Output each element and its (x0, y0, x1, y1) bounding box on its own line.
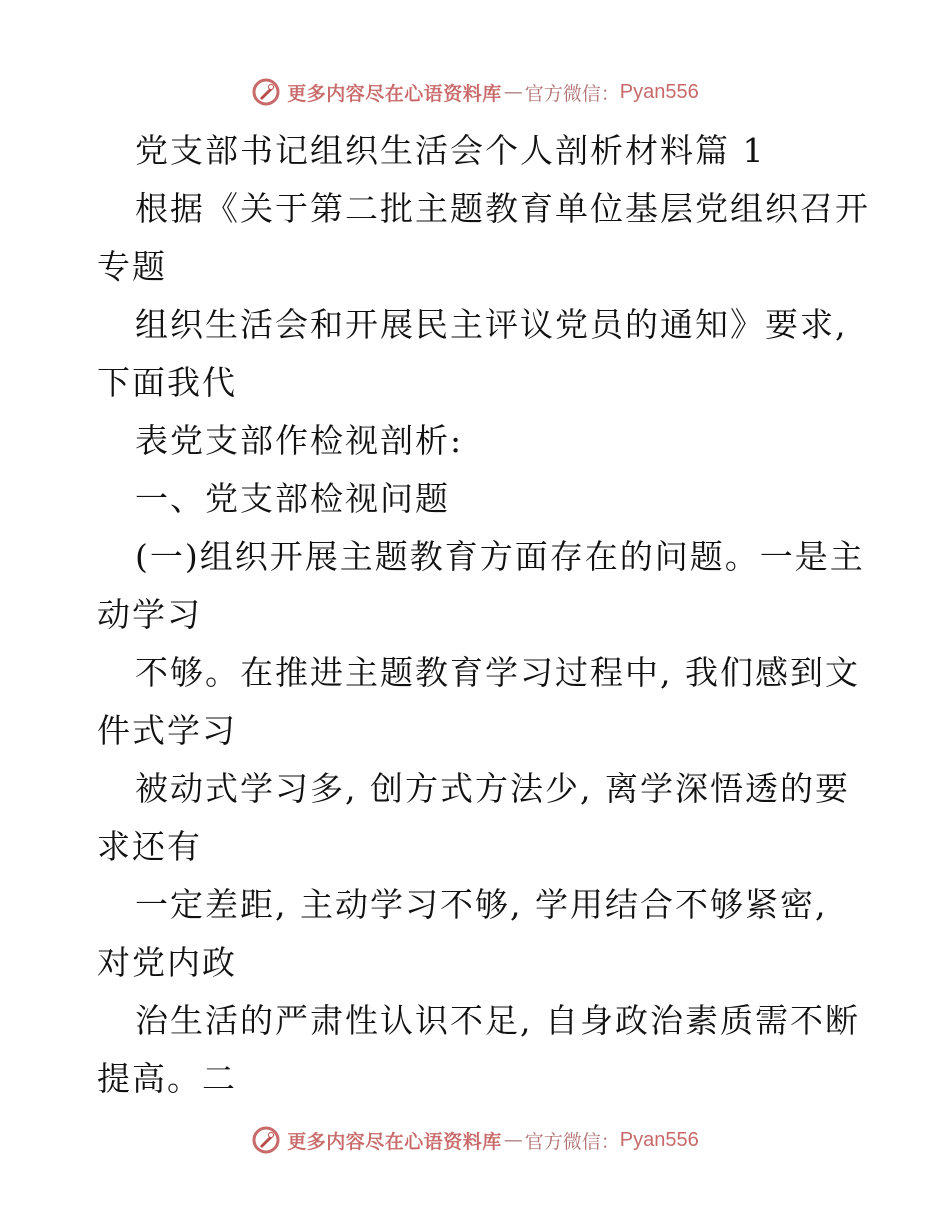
header-slogan: 更多内容尽在心语资料库 (287, 82, 502, 105)
paragraph-line: 表党支部作检视剖析: (135, 421, 464, 460)
paragraph-line: 一定差距, 主动学习不够, 学用结合不够紧密, (135, 885, 828, 924)
footer-wechat-label: 官方微信： (524, 1130, 620, 1153)
paragraph-line: 治生活的严肃性认识不足, 自身政治素质需不断 (135, 1001, 860, 1040)
pen-logo-icon (251, 1125, 281, 1155)
section-heading: 一、党支部检视问题 (135, 479, 450, 518)
paragraph-line: 求还有 (97, 827, 202, 866)
header-banner (0, 72, 950, 112)
header-wechat-label: 官方微信： (524, 82, 620, 105)
paragraph-line: 专题 (97, 247, 167, 286)
paragraph-line: (一)组织开展主题教育方面存在的问题。一是主 (135, 537, 865, 576)
footer-wechat-id: Pyan556 (619, 1128, 699, 1151)
paragraph-line: 对党内政 (97, 943, 237, 982)
paragraph-line: 下面我代 (97, 363, 237, 402)
document-title: 党支部书记组织生活会个人剖析材料篇 1 (135, 131, 766, 170)
header-dash: — (503, 81, 523, 103)
header-wechat-id: Pyan556 (619, 80, 699, 103)
paragraph-line: 件式学习 (97, 711, 237, 750)
paragraph-line: 组织生活会和开展民主评议党员的通知》要求, (135, 305, 848, 344)
paragraph-line: 不够。在推进主题教育学习过程中, 我们感到文 (135, 653, 860, 692)
footer-banner (0, 1120, 950, 1160)
document-body (97, 122, 870, 1108)
paragraph-line: 被动式学习多, 创方式方法少, 离学深悟透的要 (135, 769, 850, 808)
footer-slogan: 更多内容尽在心语资料库 (287, 1130, 502, 1153)
pen-logo-icon (251, 77, 281, 107)
paragraph-line: 动学习 (97, 595, 202, 634)
paragraph-line: 提高。二 (97, 1059, 237, 1098)
footer-dash: — (503, 1129, 523, 1151)
paragraph-line: 根据《关于第二批主题教育单位基层党组织召开 (135, 189, 870, 228)
